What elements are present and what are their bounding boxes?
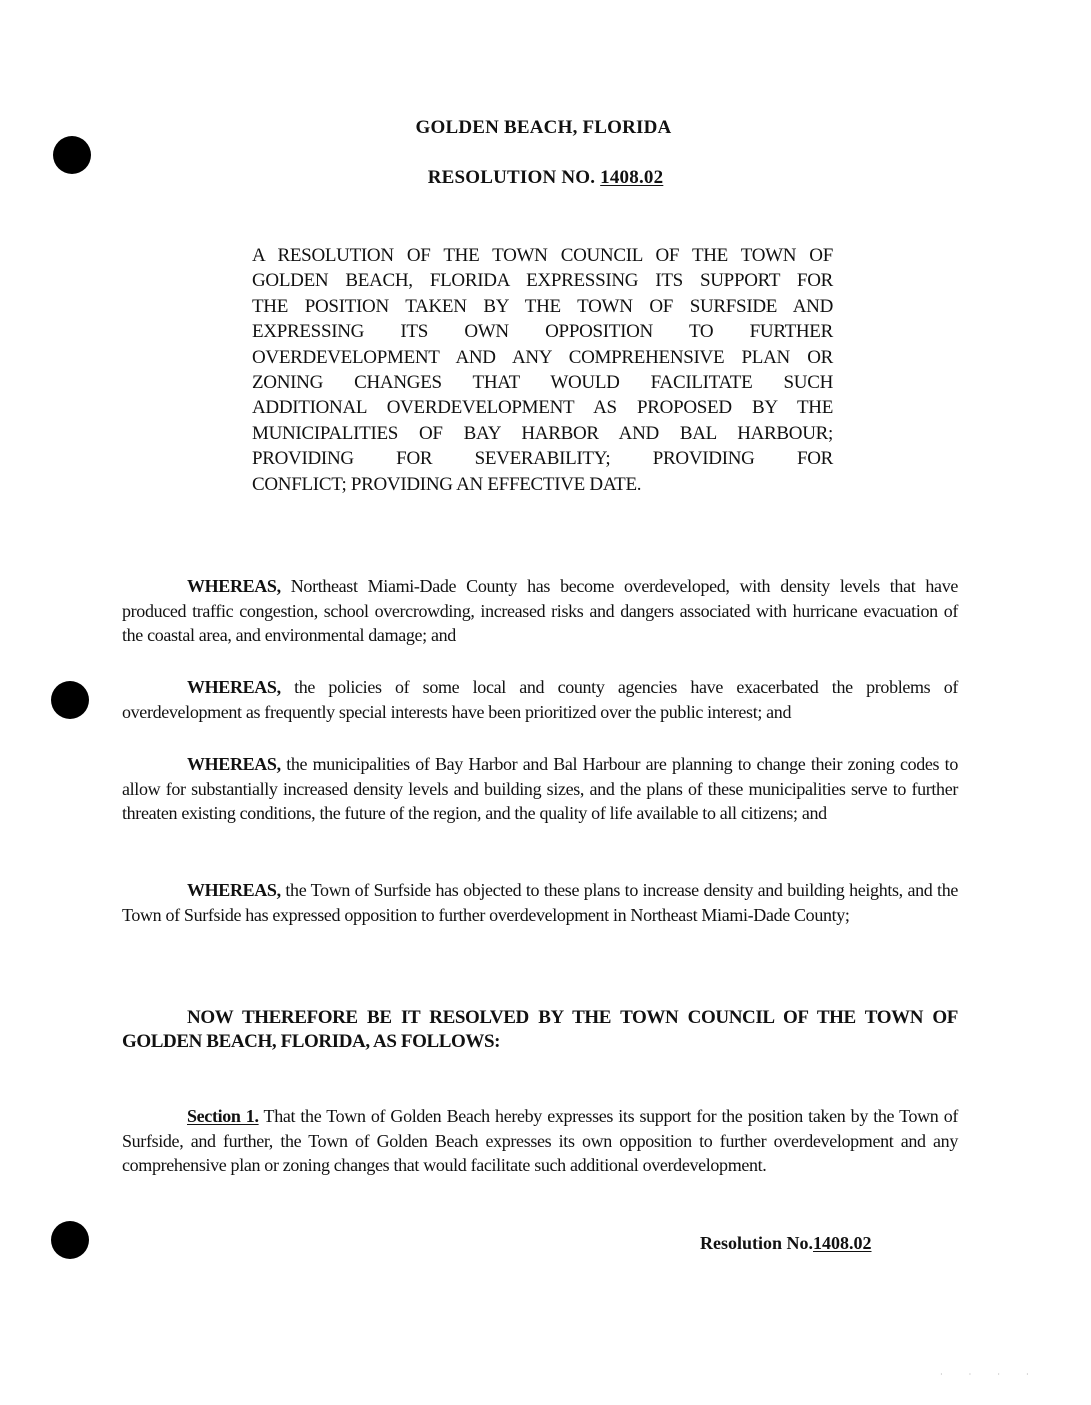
whereas-text: the municipalities of Bay Harbor and Bal Harbour are planning to change their zoning codes to allow for substantially increased density levels and building sizes, and the plans of these municipalities serve to further threaten existing conditions, the future of the region, and the quality of life available to all citizens; and [122, 754, 958, 824]
title-line: ADDITIONAL OVERDEVELOPMENT AS PROPOSED BY THE [252, 397, 833, 419]
footer-label: Resolution No. [700, 1233, 814, 1253]
footer-number: 1408.02 [813, 1233, 872, 1253]
whereas-paragraph [122, 675, 958, 724]
resolution-title [252, 243, 833, 497]
title-line: GOLDEN BEACH, FLORIDA EXPRESSING ITS SUPPORT FOR [252, 270, 833, 292]
punch-hole-icon [51, 681, 89, 719]
whereas-text: the Town of Surfside has objected to these plans to increase density and building heights, and the Town of Surfside has expressed opposition to further overdevelopment in Northeast Miami-Dade County; [122, 880, 958, 925]
whereas-keyword: WHEREAS, [187, 880, 281, 900]
title-line: OVERDEVELOPMENT AND ANY COMPREHENSIVE PLAN OR [252, 346, 833, 368]
title-line: CONFLICT; PROVIDING AN EFFECTIVE DATE. [252, 473, 642, 495]
whereas-keyword: WHEREAS, [187, 754, 281, 774]
whereas-keyword: WHEREAS, [187, 576, 281, 596]
title-line: EXPRESSING ITS OWN OPPOSITION TO FURTHER [252, 321, 833, 343]
whereas-paragraph [122, 752, 958, 826]
resolution-label: RESOLUTION NO. [427, 167, 596, 188]
resolution-number: 1408.02 [600, 167, 664, 188]
scan-specks: · · · · [940, 1370, 1041, 1379]
punch-hole-icon [51, 1221, 89, 1259]
resolved-clause [122, 1006, 958, 1054]
resolution-heading [0, 167, 1091, 189]
whereas-paragraph [122, 878, 958, 927]
title-line: PROVIDING FOR SEVERABILITY; PROVIDING FOR [252, 448, 833, 470]
section-paragraph [122, 1104, 958, 1178]
title-line: THE POSITION TAKEN BY THE TOWN OF SURFSIDE AND [252, 295, 833, 317]
title-line: ZONING CHANGES THAT WOULD FACILITATE SUCH [252, 372, 833, 394]
footer-resolution-number [700, 1233, 876, 1254]
whereas-paragraph [122, 574, 958, 648]
municipality-heading: GOLDEN BEACH, FLORIDA [415, 117, 672, 138]
title-line: A RESOLUTION OF THE TOWN COUNCIL OF THE TOWN OF [252, 245, 833, 266]
section-label: Section 1. [187, 1106, 259, 1126]
title-line: MUNICIPALITIES OF BAY HARBOR AND BAL HARBOUR; [252, 422, 833, 444]
section-text: That the Town of Golden Beach hereby expresses its support for the position taken by the Town of Surfside, and further, the Town of Golden Beach expresses its own opposition to further overdevelopment and any comprehensive plan or zoning changes that would facilitate such additional overdevelopment. [122, 1106, 958, 1176]
whereas-text: the policies of some local and county agencies have exacerbated the problems of overdevelopment as frequently special interests have been prioritized over the public interest; and [122, 677, 958, 722]
whereas-keyword: WHEREAS, [187, 677, 281, 697]
whereas-text: Northeast Miami-Dade County has become overdeveloped, with density levels that have produced traffic congestion, school overcrowding, increased risks and dangers associated with hurricane evacuation of the coastal area, and environmental damage; and [122, 576, 958, 646]
resolved-text: NOW THEREFORE BE IT RESOLVED BY THE TOWN COUNCIL OF THE TOWN OF GOLDEN BEACH, FLORIDA, AS FOLLOWS: [122, 1007, 958, 1052]
